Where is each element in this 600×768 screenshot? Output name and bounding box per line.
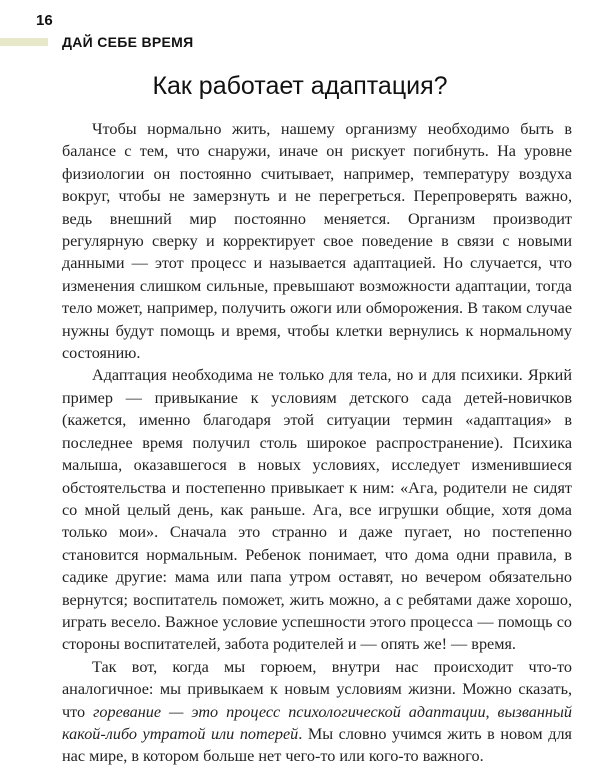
page-number: 16: [36, 12, 53, 29]
section-title: Как работает адаптация?: [152, 72, 448, 100]
body-text: [62, 118, 572, 768]
running-head: ДАЙ СЕБЕ ВРЕМЯ: [62, 34, 194, 50]
paragraph-2: Адаптация необходима не только для тела, но и для психики. Яркий пример — привыкание к условиям детского сада детей-новичков (кажется, именно благодаря этой ситуации термин «адаптация» в последнее время получил столь широкое распространение). Психика малыша, оказавшегося в новых условиях, исследует изменившиеся обстоятельства и постепенно привыкает к ним: «Ага, родители не сидят со мной целый день, как раньше. Ага, все игрушки общие, хотя дома только мои». Сначала это странно и даже пугает, но постепенно становится нормальным. Ребенок понимает, что дома одни правила, в садике другие: мама или папа утром оставят, но вечером обязательно вернутся; воспитатель поможет, жить можно, а с ребятами даже хорошо, играть весело. Важное условие успешности этого процесса — помощь со стороны воспитателей, забота родителей и — опять же! — время.: [62, 366, 572, 654]
paragraph-3: [62, 656, 572, 768]
paragraph-3-italic-definition: горевание — это процесс психологической адаптации, вызванный какой-либо утратой или потерей: [62, 702, 572, 743]
paragraph-3-text-after: . Мы словно учимся жить в новом для нас мире, в котором больше нет чего-то или кого-то важного.: [62, 724, 572, 766]
paragraph-3-text-before: Так вот, когда мы горюем, внутри нас происходит что-то аналогичное: мы привыкаем к новым условиям жизни. Можно сказать, что: [62, 657, 572, 721]
paragraph-1: Чтобы нормально жить, нашему организму необходимо быть в балансе с тем, что снаружи, иначе он рискует погибнуть. На уровне физиологии он постоянно считывает, например, температуру воздуха вокруг, чтобы не замерзнуть и не перегреться. Перепроверять важно, ведь внешний мир постоянно меняется. Организм производит регулярную сверку и корректирует свое поведение в связи с новыми данными — этот процесс и называется адаптацией. Но случается, что изменения слишком сильные, превышают возможности адаптации, тогда тело может, например, получить ожоги или обморожения. В таком случае нужны будут помощь и время, чтобы клетки вернулись к нормальному состоянию.: [62, 120, 572, 363]
header-accent-bar: [0, 38, 48, 46]
